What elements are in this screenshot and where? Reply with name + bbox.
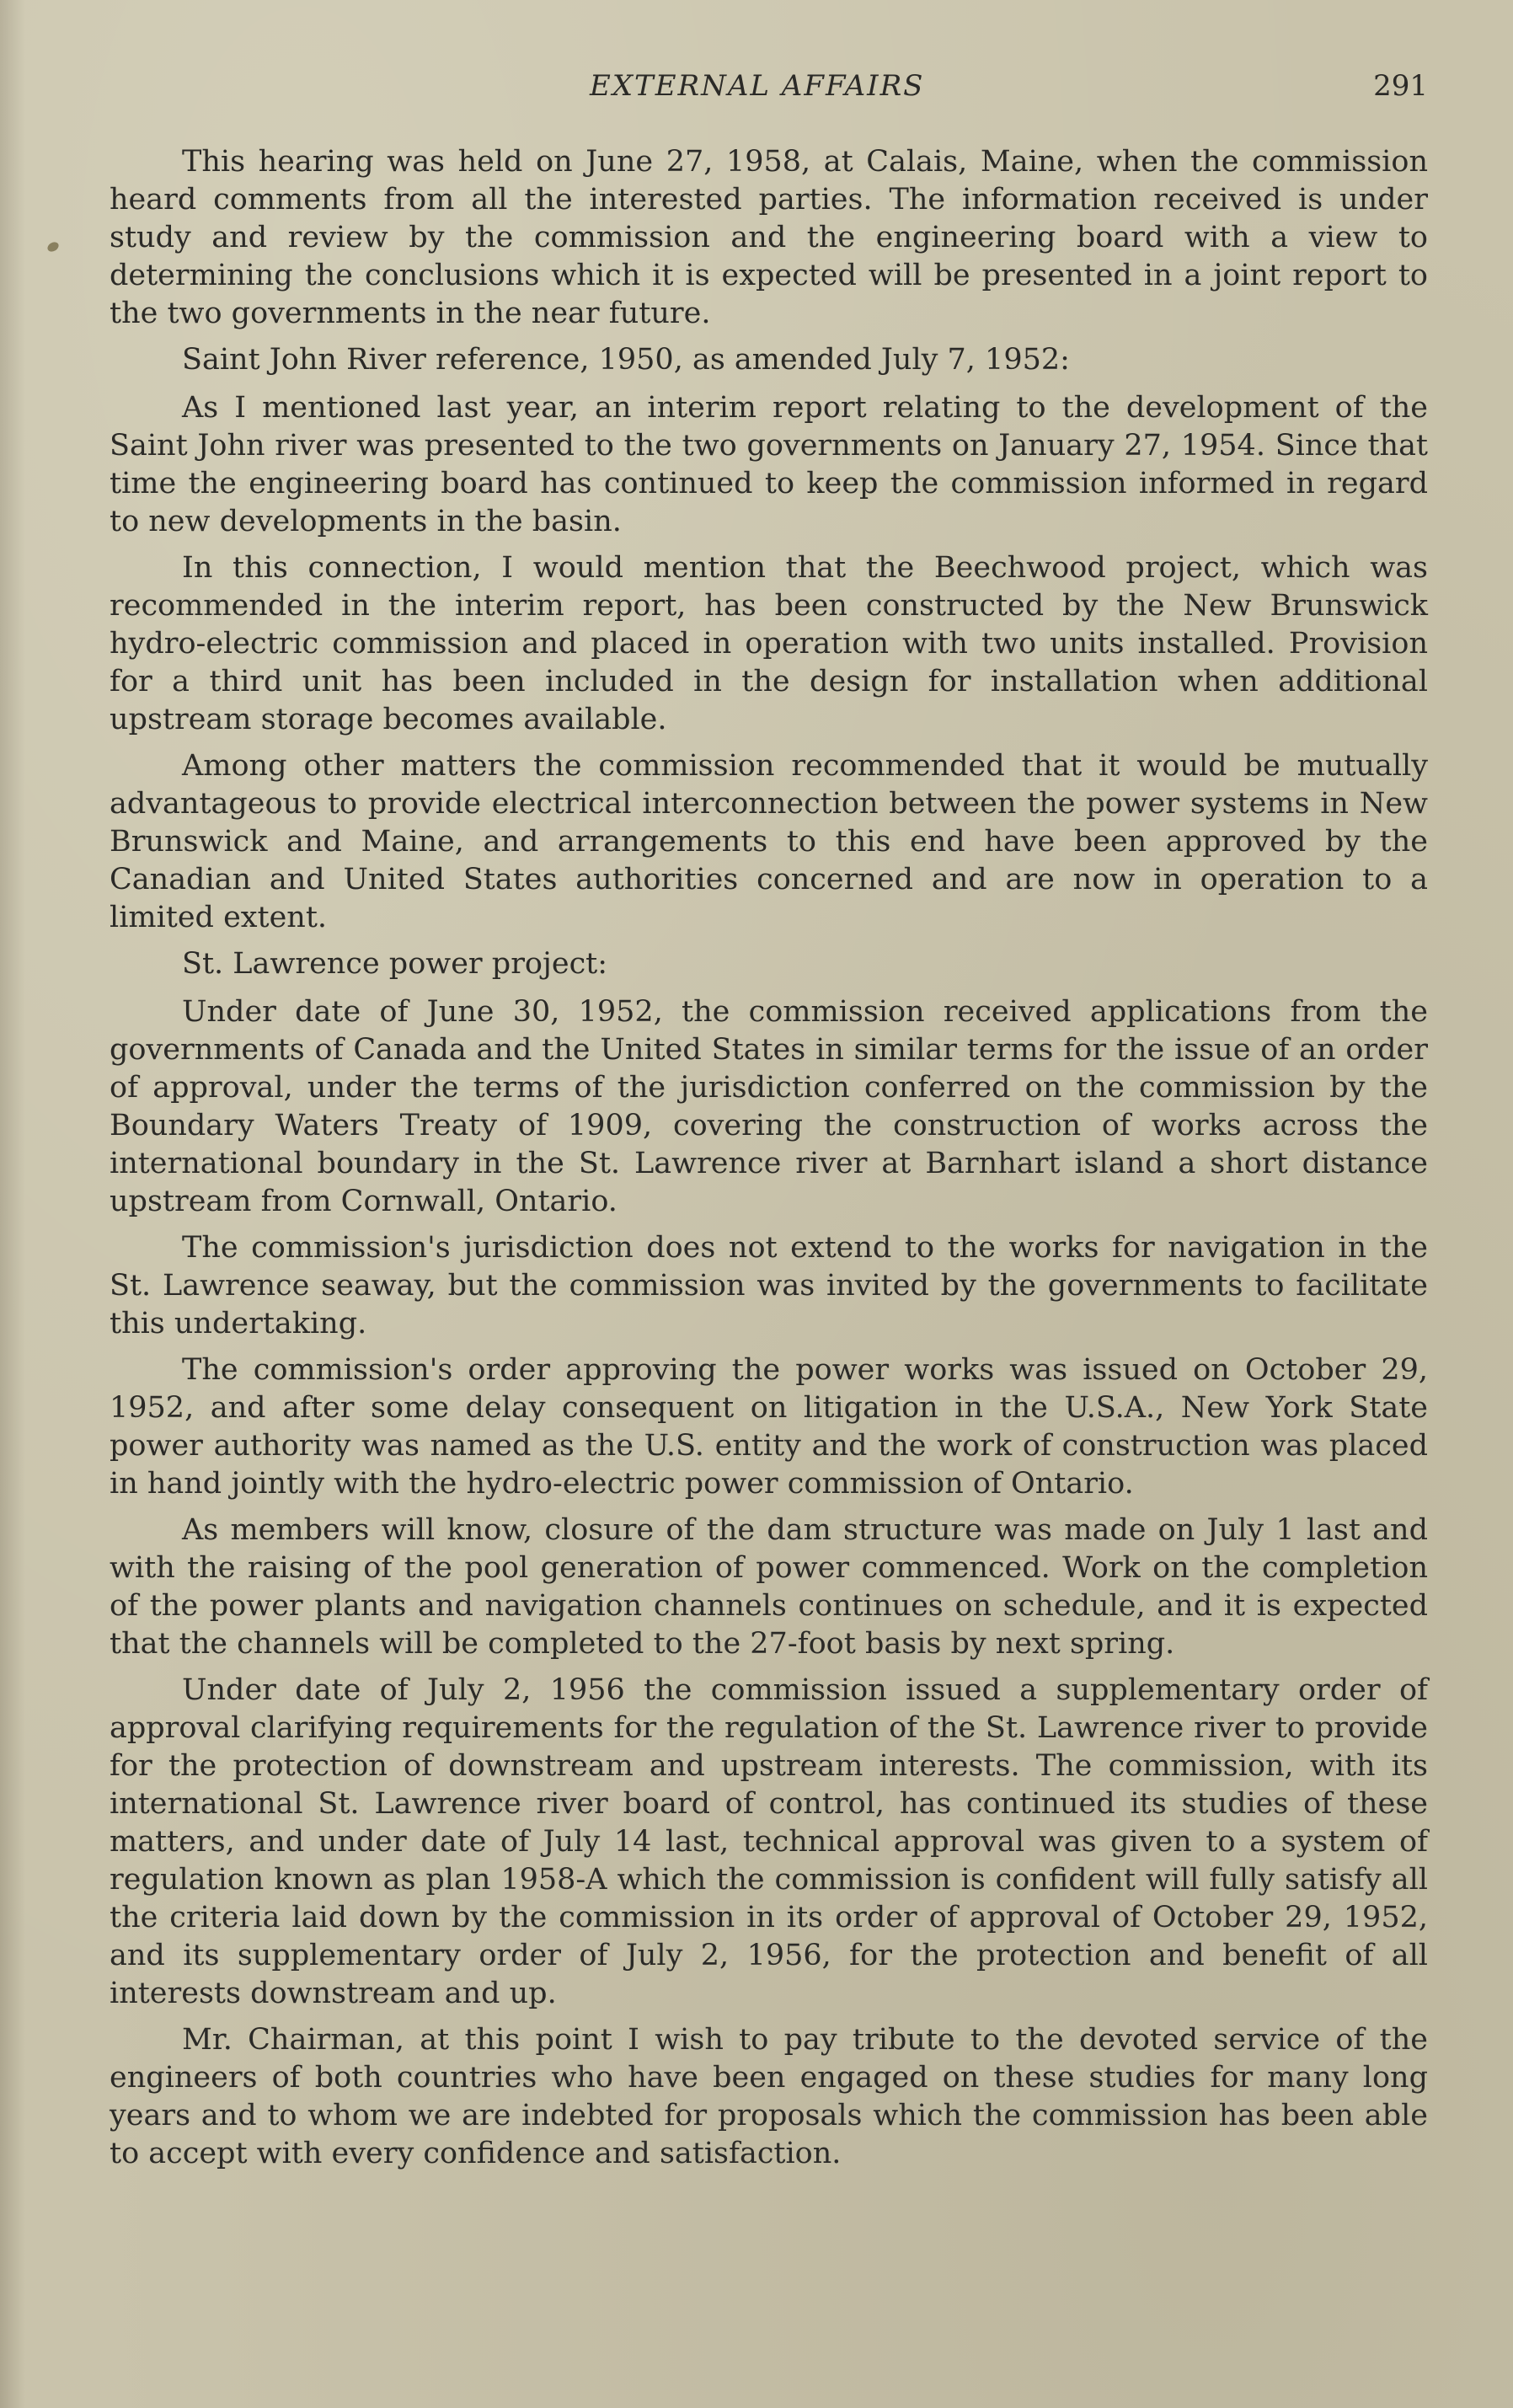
document-body: [110, 143, 1428, 2181]
paragraph-dam-closure: As members will know, closure of the dam structure was made on July 1 last and with the raising of the pool generation of power commenced. Work on the completion of the power plants and navigation channels continues on schedule, and it is expected that the channels will be completed to the 27-foot basis by next spring.: [110, 1513, 1428, 1661]
section-heading-saint-john: Saint John River reference, 1950, as amended July 7, 1952:: [182, 343, 1070, 377]
ink-mark: [45, 240, 60, 254]
paragraph-beechwood: In this connection, I would mention that the Beechwood project, which was recommended in the interim report, has been constructed by the New Brunswick hydro-electric commission and placed in operation with two units installed. Provision for a third unit has been included in the design for installation when additional upstream storage becomes available.: [110, 551, 1428, 736]
paragraph-jurisdiction: The commission's jurisdiction does not extend to the works for navigation in the St. Lawrence seaway, but the commission was invited by the governments to facilitate this undertaking.: [110, 1231, 1428, 1340]
paragraph-tribute: Mr. Chairman, at this point I wish to pay tribute to the devoted service of the engineers of both countries who have been engaged on these studies for many long years and to whom we are indebted for proposals which the commission has been able to accept with every confidence and satisfaction.: [110, 2023, 1428, 2170]
running-head: [110, 69, 1428, 111]
page-number: 291: [1373, 69, 1428, 103]
paragraph-interim-report: As I mentioned last year, an interim report relating to the development of the Saint John river was presented to the two governments on January 27, 1954. Since that time the engineering board has continued to keep the commission informed in regard to new developments in the basin.: [110, 391, 1428, 538]
paragraph-order-approving: The commission's order approving the power works was issued on October 29, 1952, and after some delay consequent on litigation in the U.S.A., New York State power authority was named as the U.S. entity and the work of construction was placed in hand jointly with the hydro-electric power commission of Ontario.: [110, 1353, 1428, 1501]
section-heading-st-lawrence: St. Lawrence power project:: [182, 947, 608, 981]
paragraph-applications: Under date of June 30, 1952, the commission received applications from the governments of Canada and the United States in similar terms for the issue of an order of approval, under the terms of the jurisdiction conferred on the commission by the Boundary Waters Treaty of 1909, covering the construction of works across the international boundary in the St. Lawrence river at Barnhart island a short distance upstream from Cornwall, Ontario.: [110, 995, 1428, 1218]
paragraph-hearing: This hearing was held on June 27, 1958, at Calais, Maine, when the commission heard comments from all the interested parties. The information received is under study and review by the commission and the engineering board with a view to determining the conclusions which it is expected will be presented in a joint report to the two governments in the near future.: [110, 145, 1428, 330]
paragraph-interconnection: Among other matters the commission recommended that it would be mutually advantageous to provide electrical interconnection between the power systems in New Brunswick and Maine, and arrangements to this end have been approved by the Canadian and United States authorities concerned and are now in operation to a limited extent.: [110, 749, 1428, 934]
paragraph-supplementary-order: Under date of July 2, 1956 the commission issued a supplementary order of approval clarifying requirements for the regulation of the St. Lawrence river to provide for the protection of downstream and upstream interests. The commission, with its international St. Lawrence river board of control, has continued its studies of these matters, and under date of July 14 last, technical approval was given to a system of regulation known as plan 1958-A which the commission is confident will fully satisfy all the criteria laid down by the commission in its order of approval of October 29, 1952, and its supplementary order of July 2, 1956, for the protection and benefit of all interests downstream and up.: [110, 1673, 1428, 2010]
running-title: EXTERNAL AFFAIRS: [590, 69, 925, 103]
